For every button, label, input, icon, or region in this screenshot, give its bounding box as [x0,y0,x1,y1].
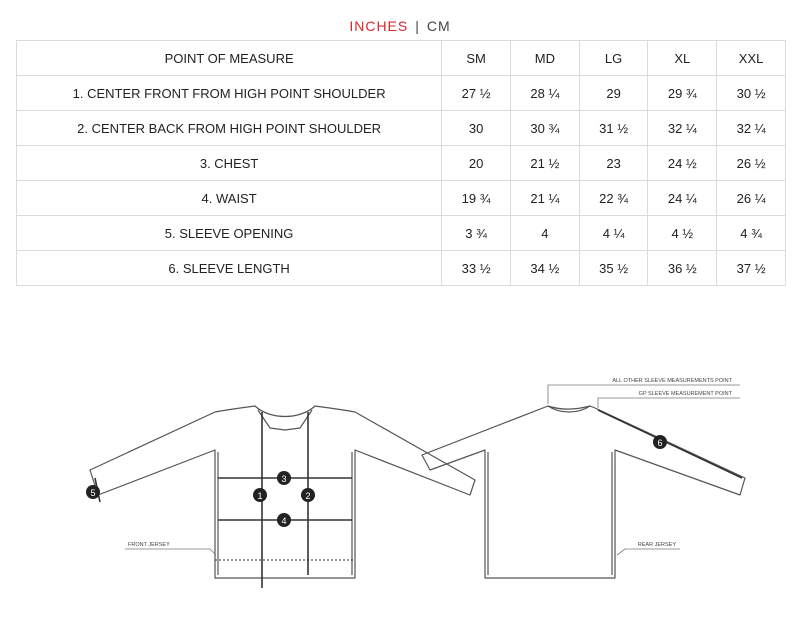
cell-value: 26 ¼ [717,181,786,216]
size-chart-table [16,40,786,286]
cell-value: 34 ½ [510,251,579,286]
header-size-sm: SM [442,41,511,76]
table-header-row [17,41,786,76]
front-jersey-illustration [90,406,475,578]
header-size-lg: LG [579,41,648,76]
header-size-xl: XL [648,41,717,76]
front-jersey-label: FRONT JERSEY [128,542,170,548]
cell-value: 32 ¼ [717,111,786,146]
svg-text:1: 1 [257,491,263,501]
cell-value: 30 [442,111,511,146]
svg-text:5: 5 [90,488,96,498]
cell-value: 30 ½ [717,76,786,111]
unit-toggle [0,18,800,34]
header-size-md: MD [510,41,579,76]
cell-value: 31 ½ [579,111,648,146]
table-row [17,216,786,251]
note-gp-sleeve-point: GP SLEEVE MEASUREMENT POINT [638,391,732,397]
cell-value: 32 ¼ [648,111,717,146]
row-label: 3. CHEST [17,146,442,181]
header-point-of-measure: POINT OF MEASURE [17,41,442,76]
cell-value: 26 ½ [717,146,786,181]
cell-value: 36 ½ [648,251,717,286]
cell-value: 33 ½ [442,251,511,286]
table-row [17,146,786,181]
svg-text:2: 2 [305,491,311,501]
row-label: 4. WAIST [17,181,442,216]
cell-value: 4 ¼ [579,216,648,251]
cell-value: 29 [579,76,648,111]
jersey-measurement-diagram [0,370,800,641]
cell-value: 19 ¾ [442,181,511,216]
cell-value: 21 ¼ [510,181,579,216]
row-label: 5. SLEEVE OPENING [17,216,442,251]
cell-value: 23 [579,146,648,181]
cell-value: 20 [442,146,511,181]
cell-value: 4 ¾ [717,216,786,251]
marker-2 [301,488,315,502]
svg-text:3: 3 [281,474,287,484]
table-row [17,181,786,216]
cell-value: 37 ½ [717,251,786,286]
callout-lines [125,385,740,555]
cell-value: 4 [510,216,579,251]
marker-6 [653,435,667,449]
marker-5 [86,485,100,499]
unit-separator: | [415,18,420,34]
rear-jersey-label: REAR JERSEY [637,542,676,548]
cell-value: 24 ½ [648,146,717,181]
row-label: 6. SLEEVE LENGTH [17,251,442,286]
cell-value: 21 ½ [510,146,579,181]
measurement-lines [95,410,742,588]
table-row [17,251,786,286]
cell-value: 24 ¼ [648,181,717,216]
cell-value: 4 ½ [648,216,717,251]
marker-1 [253,488,267,502]
table-row [17,111,786,146]
cell-value: 28 ¼ [510,76,579,111]
svg-text:6: 6 [657,438,663,448]
cell-value: 27 ½ [442,76,511,111]
row-label: 1. CENTER FRONT FROM HIGH POINT SHOULDER [17,76,442,111]
cell-value: 30 ¾ [510,111,579,146]
header-size-xxl: XXL [717,41,786,76]
unit-inches-toggle[interactable]: INCHES [349,18,409,34]
marker-3 [277,471,291,485]
row-label: 2. CENTER BACK FROM HIGH POINT SHOULDER [17,111,442,146]
marker-4 [277,513,291,527]
cell-value: 29 ¾ [648,76,717,111]
cell-value: 3 ¾ [442,216,511,251]
note-other-sleeve-point: ALL OTHER SLEEVE MEASUREMENTS POINT [612,378,732,384]
cell-value: 35 ½ [579,251,648,286]
cell-value: 22 ¾ [579,181,648,216]
unit-cm-toggle[interactable]: CM [426,18,451,34]
svg-text:4: 4 [281,516,287,526]
table-row [17,76,786,111]
